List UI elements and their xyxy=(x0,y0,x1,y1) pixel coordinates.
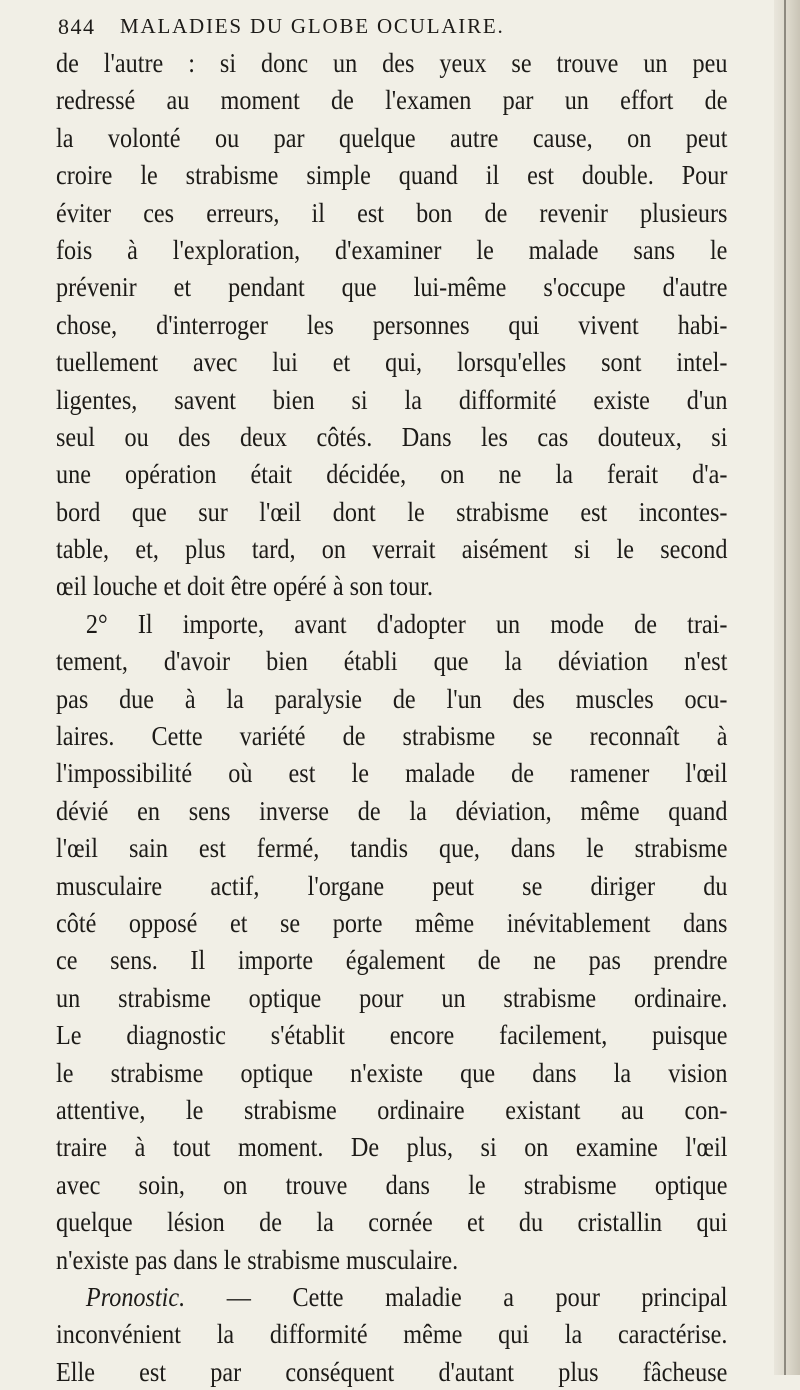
prognosis-line xyxy=(56,1278,727,1315)
text-line: l'impossibilité où est le malade de ramener l'œil xyxy=(56,757,728,789)
running-title: MALADIES DU GLOBE OCULAIRE. xyxy=(120,14,505,38)
text-line: tement, d'avoir bien établi que la déviation n'est xyxy=(56,645,728,677)
text-line: traire à tout moment. De plus, si on examine l'œil xyxy=(56,1131,728,1163)
text-line: table, et, plus tard, on verrait aisément si le second xyxy=(56,533,728,565)
prognosis-text: — Cette maladie a pour principal xyxy=(185,1280,728,1312)
text-line: quelque lésion de la cornée et du cristallin qui xyxy=(56,1206,728,1238)
text-line-paragraph-start: 2° Il importe, avant d'adopter un mode de trai- xyxy=(85,607,728,639)
text-line: redressé au moment de l'examen par un effort de xyxy=(56,84,728,116)
text-line: bord que sur l'œil dont le strabisme est incontes- xyxy=(56,495,728,527)
text-line: fois à l'exploration, d'examiner le malade sans le xyxy=(56,233,728,265)
page-header xyxy=(58,14,718,44)
text-line: une opération était décidée, on ne la ferait d'a- xyxy=(56,458,728,490)
text-line: attentive, le strabisme ordinaire existant au con- xyxy=(56,1093,728,1125)
text-line-paragraph-end: œil louche et doit être opéré à son tour. xyxy=(56,570,434,602)
text-line: un strabisme optique pour un strabisme ordinaire. xyxy=(56,981,728,1013)
text-line: seul ou des deux côtés. Dans les cas douteux, si xyxy=(56,420,728,452)
text-line: dévié en sens inverse de la déviation, même quand xyxy=(56,794,728,826)
text-line: ligentes, savent bien si la difformité existe d'un xyxy=(56,383,728,415)
text-line: prévenir et pendant que lui-même s'occupe d'autre xyxy=(56,271,728,303)
text-line: tuellement avec lui et qui, lorsqu'elles sont intel- xyxy=(56,346,728,378)
prognosis-label: Pronostic. xyxy=(85,1280,186,1312)
text-line: pas due à la paralysie de l'un des muscles ocu- xyxy=(56,682,728,714)
text-line: la volonté ou par quelque autre cause, on peut xyxy=(56,121,728,153)
page-number: 844 xyxy=(58,14,96,39)
text-line: ce sens. Il importe également de ne pas prendre xyxy=(56,944,728,976)
text-line-paragraph-end: n'existe pas dans le strabisme musculaire. xyxy=(56,1243,459,1275)
text-line: avec soin, on trouve dans le strabisme optique xyxy=(56,1168,728,1200)
page-edge-line xyxy=(784,0,786,1375)
text-line: croire le strabisme simple quand il est double. Pour xyxy=(56,159,728,191)
page-edge-shadow xyxy=(774,0,800,1375)
text-line: Le diagnostic s'établit encore facilement, puisque xyxy=(56,1019,728,1051)
text-line: musculaire actif, l'organe peut se diriger du xyxy=(56,869,728,901)
text-line: laires. Cette variété de strabisme se reconnaît à xyxy=(56,720,728,752)
text-line: de l'autre : si donc un des yeux se trouve un peu xyxy=(56,47,728,78)
text-line: Elle est par conséquent d'autant plus fâcheuse xyxy=(56,1355,728,1387)
text-line: chose, d'interroger les personnes qui vivent habi- xyxy=(56,308,728,340)
body-text xyxy=(56,44,728,1390)
text-line: le strabisme optique n'existe que dans la vision xyxy=(56,1056,728,1088)
text-line: éviter ces erreurs, il est bon de revenir plusieurs xyxy=(56,196,728,228)
text-line: l'œil sain est fermé, tandis que, dans le strabisme xyxy=(56,832,728,864)
text-line: inconvénient la difformité même qui la caractérise. xyxy=(56,1318,728,1350)
text-line: côté opposé et se porte même inévitablement dans xyxy=(56,906,728,938)
